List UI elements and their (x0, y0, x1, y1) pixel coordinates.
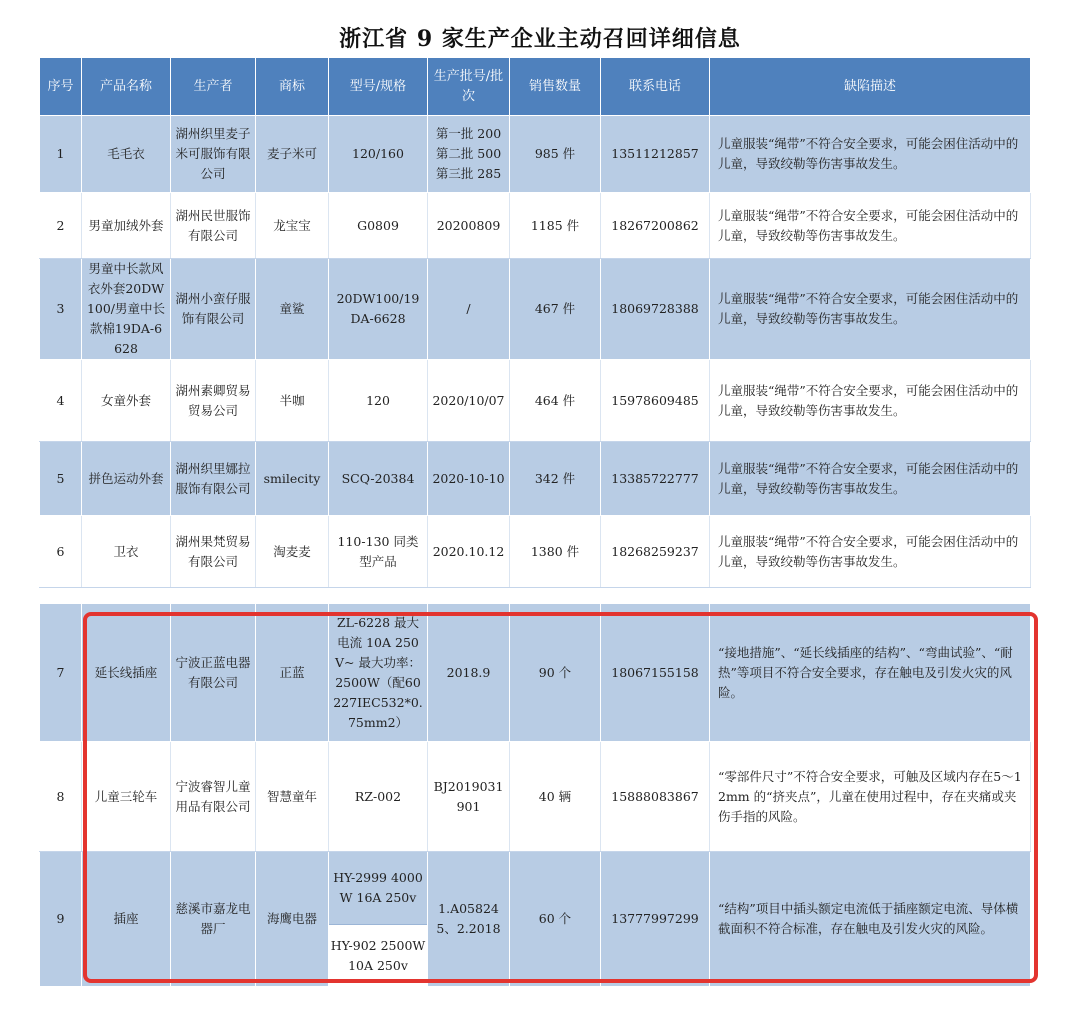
table-row (40, 852, 1031, 987)
cell-batch: 第一批 200 第二批 500 第三批 285 (428, 116, 510, 193)
cell-qty: 342 件 (510, 442, 601, 516)
cell-phone: 18267200862 (601, 193, 710, 259)
cell-brand: 智慧童年 (256, 742, 329, 852)
table-row (40, 259, 1031, 360)
cell-batch: 1.A058245、2.2018 (428, 852, 510, 987)
cell-qty: 90 个 (510, 604, 601, 742)
cell-defect: 儿童服装“绳带”不符合安全要求，可能会困住活动中的儿童，导致绞勒等伤害事故发生。 (710, 516, 1031, 588)
cell-defect: “零部件尺寸”不符合安全要求，可触及区域内存在5～12mm 的“挤夹点”，儿童在使用过程中，存在夹痛或夹伤手指的风险。 (710, 742, 1031, 852)
table-row (40, 193, 1031, 259)
cell-model: G0809 (329, 193, 428, 259)
cell-brand: 正蓝 (256, 604, 329, 742)
table-row (40, 360, 1031, 442)
table-row (40, 604, 1031, 742)
cell-product: 女童外套 (82, 360, 171, 442)
cell-model: 120/160 (329, 116, 428, 193)
cell-phone: 15978609485 (601, 360, 710, 442)
recall-table-part2 (39, 603, 1031, 987)
cell-model: 20DW100/19DA-6628 (329, 259, 428, 360)
cell-model: SCQ-20384 (329, 442, 428, 516)
cell-product: 儿童三轮车 (82, 742, 171, 852)
cell-product: 卫衣 (82, 516, 171, 588)
header-model: 型号/规格 (329, 58, 428, 116)
cell-defect: 儿童服装“绳带”不符合安全要求，可能会困住活动中的儿童，导致绞勒等伤害事故发生。 (710, 442, 1031, 516)
cell-defect: 儿童服装“绳带”不符合安全要求，可能会困住活动中的儿童，导致绞勒等伤害事故发生。 (710, 259, 1031, 360)
cell-product: 拼色运动外套 (82, 442, 171, 516)
table-header-row (40, 58, 1031, 116)
cell-defect: 儿童服装“绳带”不符合安全要求，可能会困住活动中的儿童，导致绞勒等伤害事故发生。 (710, 360, 1031, 442)
cell-qty: 1380 件 (510, 516, 601, 588)
header-batch: 生产批号/批次 (428, 58, 510, 116)
cell-maker: 湖州果梵贸易有限公司 (171, 516, 256, 588)
header-product: 产品名称 (82, 58, 171, 116)
cell-defect: 儿童服装“绳带”不符合安全要求，可能会困住活动中的儿童，导致绞勒等伤害事故发生。 (710, 193, 1031, 259)
cell-phone: 18268259237 (601, 516, 710, 588)
cell-brand: 海鹰电器 (256, 852, 329, 987)
cell-maker: 慈溪市嘉龙电器厂 (171, 852, 256, 987)
header-defect: 缺陷描述 (710, 58, 1031, 116)
cell-phone: 13385722777 (601, 442, 710, 516)
cell-no: 9 (40, 852, 82, 987)
table-row (40, 516, 1031, 588)
cell-phone: 18067155158 (601, 604, 710, 742)
cell-no: 7 (40, 604, 82, 742)
cell-no: 4 (40, 360, 82, 442)
cell-qty: 985 件 (510, 116, 601, 193)
cell-model-a: HY-2999 4000W 16A 250v (329, 852, 427, 924)
cell-maker: 湖州小蛮仔服饰有限公司 (171, 259, 256, 360)
cell-defect: “结构”项目中插头额定电流低于插座额定电流、导体横截面积不符合标准，存在触电及引发火灾的风险。 (710, 852, 1031, 987)
cell-model: 120 (329, 360, 428, 442)
cell-batch: 20200809 (428, 193, 510, 259)
cell-no: 1 (40, 116, 82, 193)
cell-model: RZ-002 (329, 742, 428, 852)
cell-model: ZL-6228 最大电流 10A 250V~ 最大功率：2500W（配60227IEC532*0.75mm2） (329, 604, 428, 742)
cell-product: 男童加绒外套 (82, 193, 171, 259)
cell-brand: 童鲨 (256, 259, 329, 360)
cell-maker: 湖州织里麦子米可服饰有限公司 (171, 116, 256, 193)
cell-maker: 湖州民世服饰有限公司 (171, 193, 256, 259)
cell-brand: 半咖 (256, 360, 329, 442)
cell-no: 5 (40, 442, 82, 516)
header-maker: 生产者 (171, 58, 256, 116)
recall-table-part1 (39, 57, 1031, 588)
header-brand: 商标 (256, 58, 329, 116)
table-row (40, 116, 1031, 193)
header-phone: 联系电话 (601, 58, 710, 116)
cell-no: 6 (40, 516, 82, 588)
cell-no: 3 (40, 259, 82, 360)
cell-phone: 13777997299 (601, 852, 710, 987)
cell-maker: 湖州织里娜拉服饰有限公司 (171, 442, 256, 516)
cell-qty: 464 件 (510, 360, 601, 442)
cell-maker: 宁波正蓝电器有限公司 (171, 604, 256, 742)
cell-qty: 467 件 (510, 259, 601, 360)
cell-qty: 1185 件 (510, 193, 601, 259)
cell-batch: 2020-10-10 (428, 442, 510, 516)
table-row (40, 742, 1031, 852)
cell-model: 110-130 同类型产品 (329, 516, 428, 588)
table-row (40, 442, 1031, 516)
cell-product: 延长线插座 (82, 604, 171, 742)
cell-phone: 13511212857 (601, 116, 710, 193)
cell-batch: BJ2019031901 (428, 742, 510, 852)
cell-defect: 儿童服装“绳带”不符合安全要求，可能会困住活动中的儿童，导致绞勒等伤害事故发生。 (710, 116, 1031, 193)
cell-batch: 2020.10.12 (428, 516, 510, 588)
cell-brand: 龙宝宝 (256, 193, 329, 259)
cell-phone: 18069728388 (601, 259, 710, 360)
cell-qty: 40 辆 (510, 742, 601, 852)
cell-model-b: HY-902 2500W 10A 250v (329, 924, 427, 986)
cell-maker: 宁波睿智儿童用品有限公司 (171, 742, 256, 852)
cell-brand: 淘麦麦 (256, 516, 329, 588)
cell-defect: “接地措施”、“延长线插座的结构”、“弯曲试验”、“耐热”等项目不符合安全要求，存在触电及引发火灾的风险。 (710, 604, 1031, 742)
cell-batch: / (428, 259, 510, 360)
header-qty: 销售数量 (510, 58, 601, 116)
cell-model-split (329, 852, 428, 987)
page-title: 浙江省 9 家生产企业主动召回详细信息 (339, 26, 741, 52)
cell-product: 插座 (82, 852, 171, 987)
cell-phone: 15888083867 (601, 742, 710, 852)
cell-brand: 麦子米可 (256, 116, 329, 193)
cell-qty: 60 个 (510, 852, 601, 987)
header-no: 序号 (40, 58, 82, 116)
cell-maker: 湖州素卿贸易贸易公司 (171, 360, 256, 442)
cell-no: 2 (40, 193, 82, 259)
cell-batch: 2018.9 (428, 604, 510, 742)
cell-product: 男童中长款风衣外套20DW100/男童中长款棉19DA-6628 (82, 259, 171, 360)
cell-batch: 2020/10/07 (428, 360, 510, 442)
cell-product: 毛毛衣 (82, 116, 171, 193)
cell-no: 8 (40, 742, 82, 852)
cell-brand: smilecity (256, 442, 329, 516)
